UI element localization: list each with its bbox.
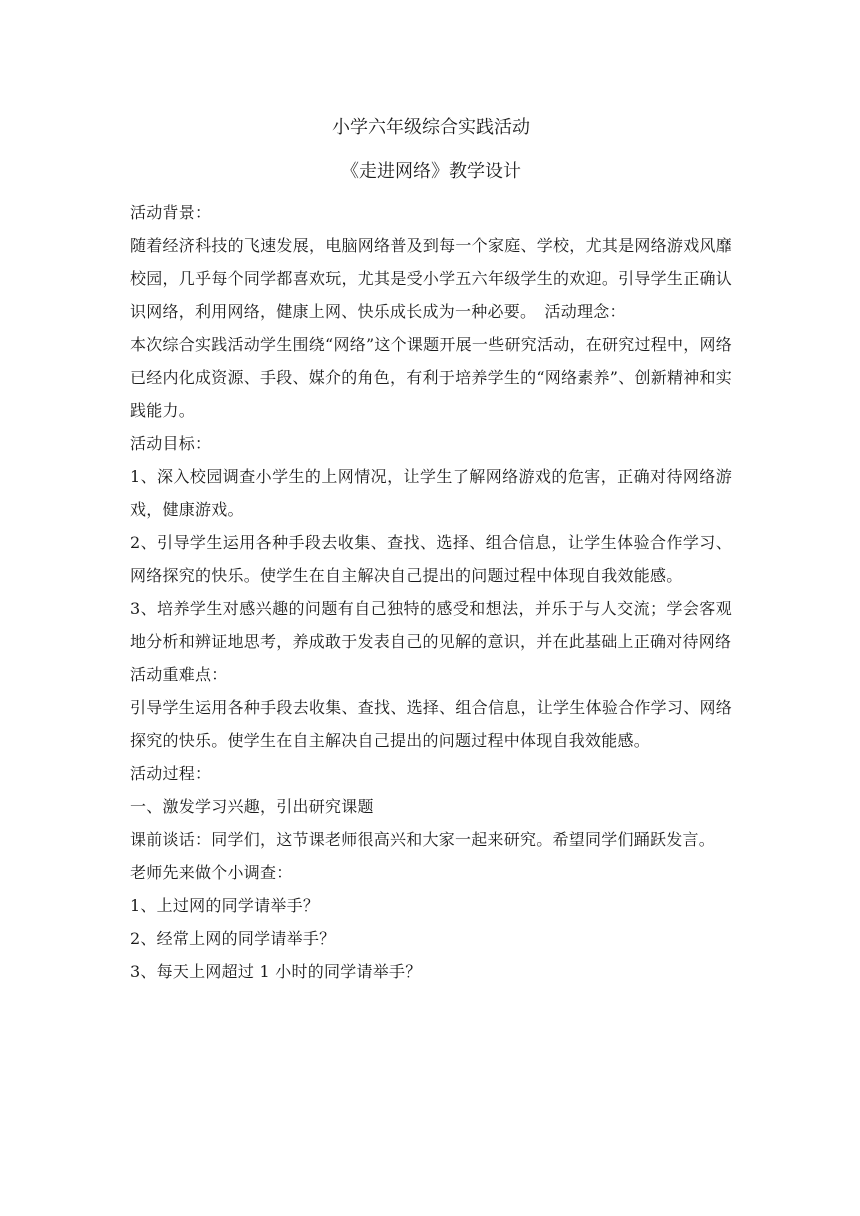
heading-key-points: 活动重难点：	[130, 665, 228, 684]
goal-item-1: 1、深入校园调查小学生的上网情况，让学生了解网络游戏的危害，正确对待网络游戏，健康游戏。	[130, 467, 732, 519]
paragraph-survey-intro: 老师先来做个小调查：	[130, 863, 293, 882]
paragraph-pre-class-talk: 课前谈话：同学们，这节课老师很高兴和大家一起来研究。希望同学们踊跃发言。	[130, 830, 716, 849]
goal-item-3: 3、培养学生对感兴趣的问题有自己独特的感受和想法，并乐于与人交流；学会客观地分析和辨证地思考，养成敢于发表自己的见解的意识，并在此基础上正确对待网络	[130, 599, 732, 651]
heading-background: 活动背景：	[130, 203, 212, 222]
survey-question-2: 2、经常上网的同学请举手？	[130, 929, 336, 948]
document-subtitle: 《走进网络》教学设计	[341, 161, 521, 182]
document-title: 小学六年级综合实践活动	[332, 117, 530, 138]
process-step-1: 一、激发学习兴趣，引出研究课题	[130, 797, 374, 816]
document-page	[130, 112, 732, 988]
paragraph-concept: 本次综合实践活动学生围绕“网络”这个课题开展一些研究活动，在研究过程中，网络已经内化成资源、手段、媒介的角色，有利于培养学生的“网络素养”、创新精神和实践能力。	[130, 335, 732, 420]
heading-process: 活动过程：	[130, 764, 212, 783]
survey-question-3: 3、每天上网超过 1 小时的同学请举手？	[130, 962, 422, 981]
goal-item-2: 2、引导学生运用各种手段去收集、查找、选择、组合信息，让学生体验合作学习、网络探究的快乐。使学生在自主解决自己提出的问题过程中体现自我效能感。	[130, 533, 732, 585]
paragraph-key-points: 引导学生运用各种手段去收集、查找、选择、组合信息，让学生体验合作学习、网络探究的快乐。使学生在自主解决自己提出的问题过程中体现自我效能感。	[130, 698, 732, 750]
paragraph-background: 随着经济科技的飞速发展，电脑网络普及到每一个家庭、学校，尤其是网络游戏风靡校园，几乎每个同学都喜欢玩，尤其是受小学五六年级学生的欢迎。引导学生正确认识网络，利用网络，健康上网、快乐成长成为一种必要。 活动理念：	[130, 236, 732, 321]
survey-question-1: 1、上过网的同学请举手？	[130, 896, 320, 915]
heading-goals: 活动目标：	[130, 434, 212, 453]
